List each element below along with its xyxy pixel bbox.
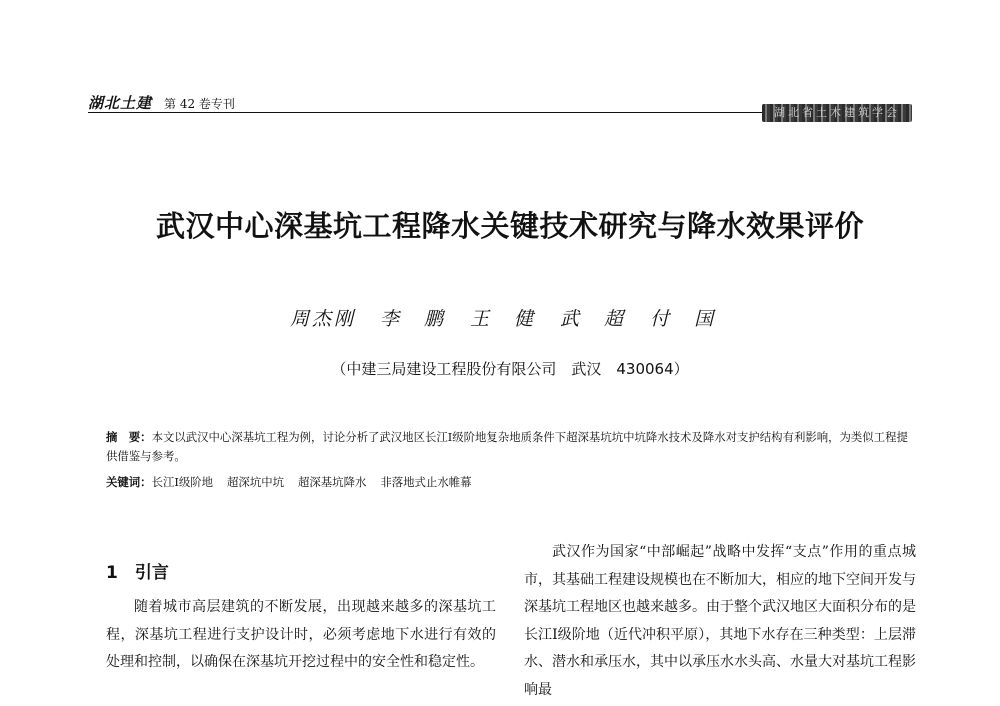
keyword: 长江Ⅰ级阶地 <box>151 475 214 489</box>
keywords-label: 关键词： <box>106 475 152 489</box>
paragraph: 随着城市高层建筑的不断发展，出现越来越多的深基坑工程，深基坑工程进行支护设计时，必须考虑地下水进行有效的处理和控制，以确保在深基坑开挖过程中的安全性和稳定性。 <box>106 599 496 670</box>
paper-title: 武汉中心深基坑工程降水关键技术研究与降水效果评价 <box>155 209 864 243</box>
author: 付 国 <box>650 308 717 330</box>
keyword: 超深基坑降水 <box>298 475 367 489</box>
header-rule <box>88 112 768 113</box>
keyword: 非落地式止水帷幕 <box>380 475 472 489</box>
section-heading: 1 引言 <box>106 563 169 583</box>
body-column-right <box>524 539 916 704</box>
abstract-label: 摘 要： <box>106 430 152 444</box>
author: 周杰刚 <box>290 308 357 330</box>
author: 武 超 <box>560 308 627 330</box>
keyword: 超深坑中坑 <box>227 475 284 489</box>
author-list <box>290 304 740 331</box>
journal-name: 湖北土建 <box>88 94 153 112</box>
paragraph: 武汉作为国家“中部崛起”战略中发挥“支点”作用的重点城市，其基础工程建设规模也在不断加大，相应的地下空间开发与深基坑工程地区也越来越多。由于整个武汉地区大面积分布的是长江Ⅰ级阶地（近代冲积平原），其地下水存在三种类型：上层滞水、潜水和承压水，其中以承压水水头高、水量大对基坑工程影响最 <box>524 544 916 698</box>
issue-label: 第 42 卷专刊 <box>164 97 235 111</box>
author: 王 健 <box>470 308 537 330</box>
keywords <box>106 474 916 490</box>
author: 李 鹏 <box>380 308 447 330</box>
header-badge: 湖北省土木建筑学会 <box>762 104 912 122</box>
affiliation: （中建三局建设工程股份有限公司 武汉 430064） <box>331 360 689 378</box>
abstract-text: 本文以武汉中心深基坑工程为例，讨论分析了武汉地区长江Ⅰ级阶地复杂地质条件下超深基坑坑中坑降水技术及降水对支护结构有利影响，为类似工程提供借鉴与参考。 <box>106 430 908 463</box>
running-header <box>88 92 235 113</box>
body-column-left <box>106 594 496 677</box>
abstract <box>106 428 916 466</box>
